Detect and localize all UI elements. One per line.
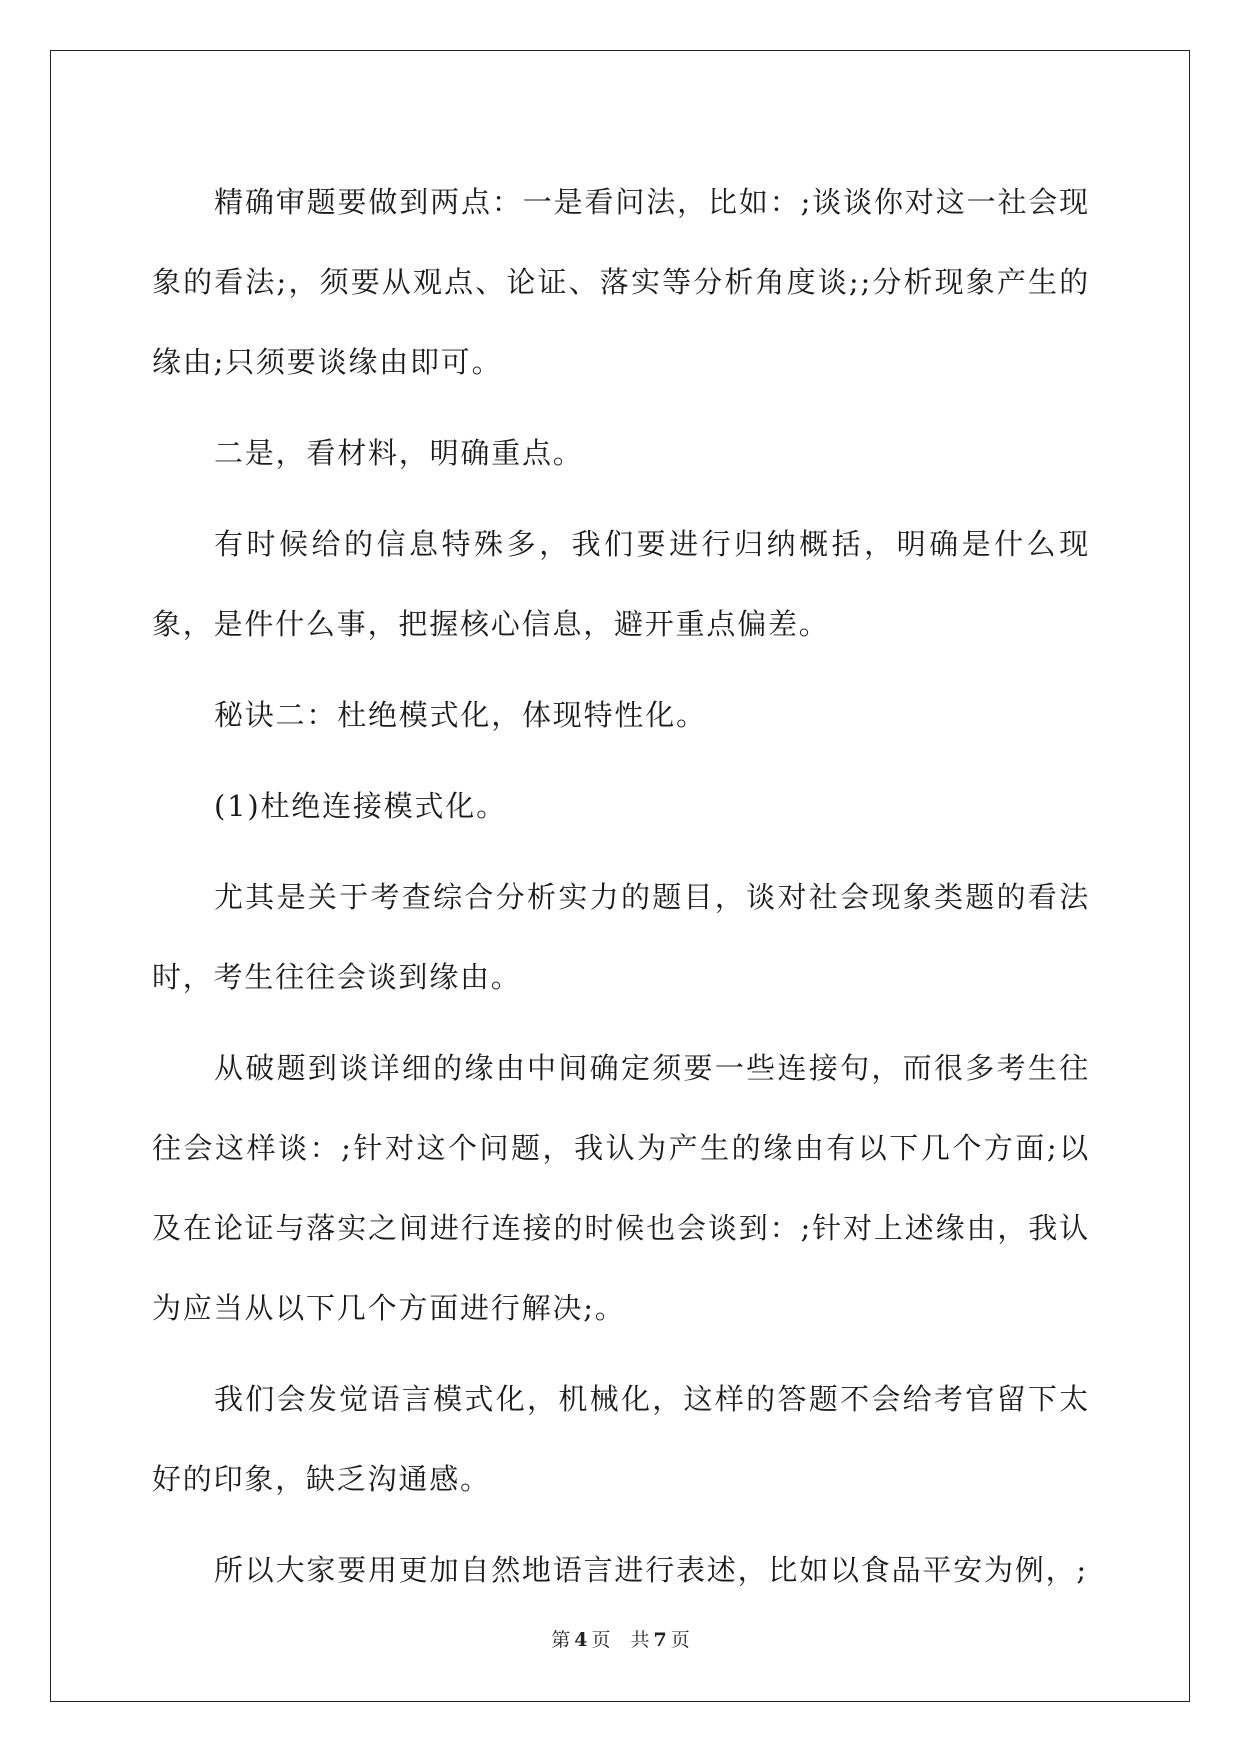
subsection-heading: (1)杜绝连接模式化。	[214, 789, 507, 823]
paragraph: 有时候给的信息特殊多，我们要进行归纳概括，明确是什么现象，是件什么事，把握核心信息，避开重点偏差。	[152, 527, 1090, 641]
page-number: 4	[574, 1629, 588, 1651]
paragraph: 从破题到谈详细的缘由中间确定须要一些连接句，而很多考生往往会这样谈：;针对这个问题，我认为产生的缘由有以下几个方面;以及在论证与落实之间进行连接的时候也会谈到：;针对上述缘由，我认为应当从以下几个方面进行解决;。	[152, 1051, 1090, 1325]
total-prefix: 共	[630, 1629, 650, 1651]
paragraph: 所以大家要用更加自然地语言进行表述，比如以食品平安为例，;	[214, 1553, 1088, 1587]
total-pages: 7	[653, 1629, 667, 1651]
page-prefix: 第	[551, 1629, 571, 1651]
paragraph: 我们会发觉语言模式化，机械化，这样的答题不会给考官留下太好的印象，缺乏沟通感。	[152, 1382, 1090, 1496]
section-heading: 秘诀二：杜绝模式化，体现特性化。	[214, 698, 707, 732]
paragraph: 二是，看材料，明确重点。	[214, 436, 584, 470]
paragraph: 尤其是关于考查综合分析实力的题目，谈对社会现象类题的看法时，考生往往会谈到缘由。	[152, 880, 1090, 994]
paragraph: 精确审题要做到两点：一是看问法，比如：;谈谈你对这一社会现象的看法;，须要从观点、论证、落实等分析角度谈;;分析现象产生的缘由;只须要谈缘由即可。	[152, 185, 1090, 379]
page-footer	[0, 1625, 1241, 1652]
total-suffix: 页	[670, 1629, 690, 1651]
document-body	[152, 162, 1090, 1621]
page-suffix: 页	[591, 1629, 611, 1651]
